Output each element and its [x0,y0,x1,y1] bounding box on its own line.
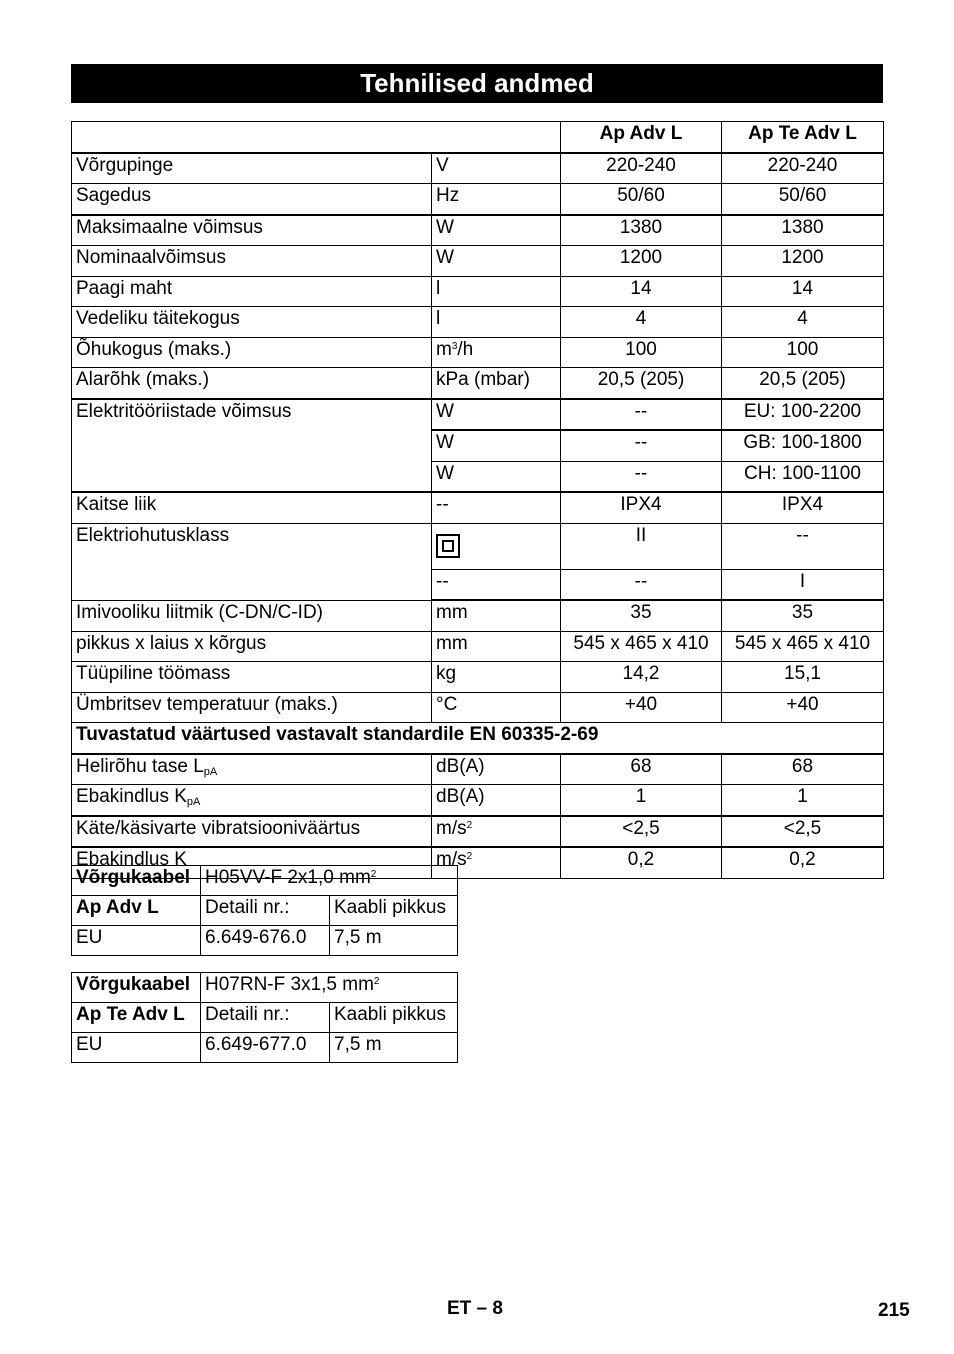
row-unit: W [432,246,561,277]
table-row [72,276,884,307]
technical-data-table [71,121,884,879]
row-label: Elektriohutusklass [72,523,432,600]
row-unit: dB(A) [432,785,561,816]
row-value-2: 1380 [722,215,884,246]
row-value-2: 0,2 [722,847,884,878]
row-value-2: IPX4 [722,492,884,523]
table-row [72,785,884,816]
cable-model: Ap Adv L [72,896,201,926]
row-value-1: -- [561,461,722,492]
model-header-1: Ap Adv L [561,122,722,153]
table-row [72,631,884,662]
row-value-1: +40 [561,692,722,723]
row-value-2: 15,1 [722,662,884,693]
header-row [72,122,884,153]
cable-header-label: Võrgukaabel [72,866,201,896]
row-label: Helirõhu tase $L_{pA}$ [72,754,432,785]
row-unit: Hz [432,184,561,215]
row-label: Maksimaalne võimsus [72,215,432,246]
table-row [72,246,884,277]
cable-columns-row [72,1003,458,1033]
cable-header-row [72,973,458,1003]
row-value-1: 1 [561,785,722,816]
row-label: Vedeliku täitekogus [72,307,432,338]
table-row [72,816,884,848]
row-label: Kaitse liik [72,492,432,523]
cable-table-2 [71,972,458,1063]
cable-type: H05VV-F 2x1,0 $mm^2$ [201,866,458,896]
row-value-1: 14,2 [561,662,722,693]
row-value-1: 0,2 [561,847,722,878]
cable-region: EU [72,1033,201,1063]
row-value-2: I [722,569,884,600]
row-label: Alarõhk (maks.) [72,368,432,399]
cable-part-no: 6.649-677.0 [201,1033,330,1063]
table-row [72,215,884,246]
row-label: Nominaalvõimsus [72,246,432,277]
row-value-2: 100 [722,337,884,368]
table-row [72,600,884,631]
cable-length: 7,5 m [330,1033,458,1063]
model-header-2: Ap Te Adv L [722,122,884,153]
row-label: pikkus x laius x kõrgus [72,631,432,662]
row-value-2: 545 x 465 x 410 [722,631,884,662]
header-blank-cell [72,122,561,153]
row-value-2: EU: 100-2200 [722,399,884,431]
row-value-1: -- [561,430,722,461]
row-value-2: 1 [722,785,884,816]
row-value-1: IPX4 [561,492,722,523]
table-row [72,523,884,569]
page-title: Tehnilised andmed [71,64,883,103]
row-label: Käte/käsivarte vibratsiooniväärtus [72,816,432,848]
row-value-1: 50/60 [561,184,722,215]
cable-part-no: 6.649-676.0 [201,926,330,956]
row-unit: -- [432,569,561,600]
row-value-2: 35 [722,600,884,631]
row-unit: l [432,307,561,338]
table-row [72,307,884,338]
table-row [72,754,884,785]
row-label: Elektritööriistade võimsus [72,399,432,493]
row-value-2: 50/60 [722,184,884,215]
table-row [72,492,884,523]
row-value-1: 14 [561,276,722,307]
row-unit: $m/s^2$ [432,816,561,848]
row-value-2: 1200 [722,246,884,277]
row-value-1: 1380 [561,215,722,246]
row-label: Võrgupinge [72,153,432,184]
cable-data-row [72,926,458,956]
row-value-2: 220-240 [722,153,884,184]
row-unit: V [432,153,561,184]
row-unit: $m/s^2$ [432,847,561,878]
cable-data-row [72,1033,458,1063]
table-row [72,399,884,431]
table-row [72,692,884,723]
row-value-1: II [561,523,722,569]
row-value-1: 100 [561,337,722,368]
row-value-1: 35 [561,600,722,631]
cable-columns-row [72,896,458,926]
row-value-2: 68 [722,754,884,785]
row-value-1: 4 [561,307,722,338]
row-value-2: 20,5 (205) [722,368,884,399]
row-value-1: -- [561,569,722,600]
footer-language-page: ET – 8 [447,1298,503,1319]
section-heading-row [72,723,884,754]
table-row [72,337,884,368]
row-label: Õhukogus (maks.) [72,337,432,368]
row-unit: kPa (mbar) [432,368,561,399]
row-label: Sagedus [72,184,432,215]
cable-region: EU [72,926,201,956]
row-value-2: 4 [722,307,884,338]
section-heading: Tuvastatud väärtused vastavalt standardile EN 60335-2-69 [72,723,884,754]
row-unit: mm [432,631,561,662]
row-unit: W [432,461,561,492]
row-value-2: CH: 100-1100 [722,461,884,492]
row-label: Ebakindlus K [72,847,432,878]
row-label: Ümbritsev temperatuur (maks.) [72,692,432,723]
row-label: Ebakindlus $K_{pA}$ [72,785,432,816]
cable-header-row [72,866,458,896]
cable-col-part: Detaili nr.: [201,896,330,926]
cable-table-1 [71,865,458,956]
row-unit: -- [432,492,561,523]
protection-class-2-icon [436,534,460,558]
row-value-2: <2,5 [722,816,884,848]
table-row [72,184,884,215]
row-unit [432,523,561,569]
cable-col-length: Kaabli pikkus [330,896,458,926]
row-unit: °C [432,692,561,723]
cable-header-label: Võrgukaabel [72,973,201,1003]
row-unit: W [432,399,561,431]
row-value-2: -- [722,523,884,569]
row-label: Paagi maht [72,276,432,307]
table-row [72,368,884,399]
row-value-1: <2,5 [561,816,722,848]
table-row [72,662,884,693]
row-unit: $m^3/h$ [432,337,561,368]
row-unit: W [432,430,561,461]
row-value-2: GB: 100-1800 [722,430,884,461]
table-row [72,153,884,184]
cable-type: H07RN-F 3x1,5 $mm^2$ [201,973,458,1003]
row-value-1: 68 [561,754,722,785]
row-unit: mm [432,600,561,631]
cable-length: 7,5 m [330,926,458,956]
row-value-2: +40 [722,692,884,723]
row-value-1: 1200 [561,246,722,277]
row-unit: W [432,215,561,246]
row-label: Imivooliku liitmik (C-DN/C-ID) [72,600,432,631]
row-value-1: 220-240 [561,153,722,184]
row-label: Tüüpiline töömass [72,662,432,693]
row-unit: kg [432,662,561,693]
row-value-1: 545 x 465 x 410 [561,631,722,662]
cable-col-part: Detaili nr.: [201,1003,330,1033]
row-value-2: 14 [722,276,884,307]
cable-col-length: Kaabli pikkus [330,1003,458,1033]
row-unit: l [432,276,561,307]
row-value-1: 20,5 (205) [561,368,722,399]
row-unit: dB(A) [432,754,561,785]
row-value-1: -- [561,399,722,431]
footer-page-number: 215 [878,1300,910,1321]
cable-model: Ap Te Adv L [72,1003,201,1033]
